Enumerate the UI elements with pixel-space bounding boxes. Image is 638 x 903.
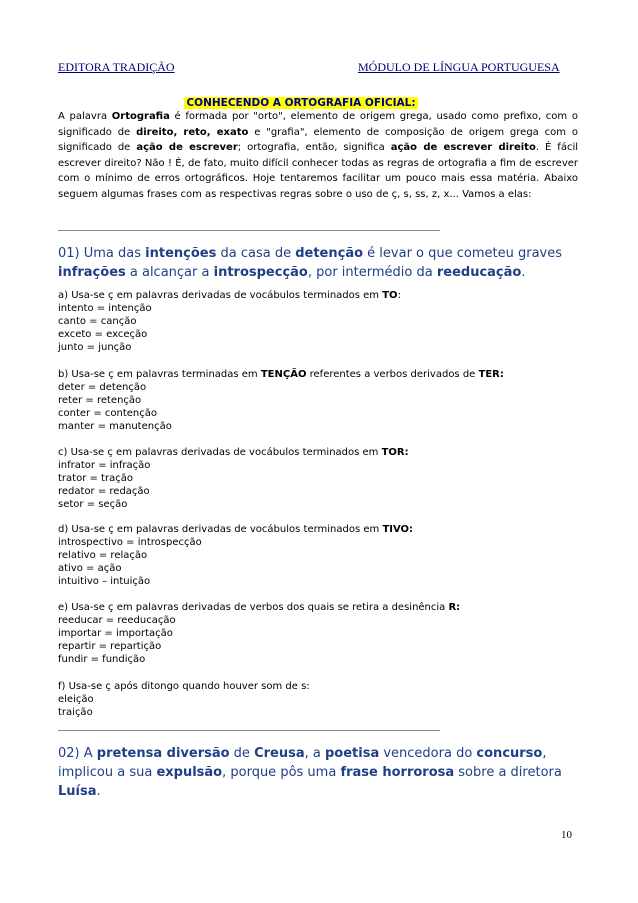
rule-heading — [58, 446, 578, 459]
text-run: é levar o que cometeu graves — [363, 246, 563, 261]
text-run: da casa de — [216, 246, 296, 261]
rule-a — [58, 289, 578, 354]
text-run: , por intermédio da — [307, 265, 437, 280]
bold-term: ação de escrever direito — [390, 142, 536, 153]
text-run: 01) Uma das — [58, 246, 146, 261]
bold-term: frase horrorosa — [340, 765, 455, 780]
text-run: sobre a diretora — [454, 765, 562, 780]
text-run: f) Usa-se ç após ditongo quando houver som de s: — [58, 681, 310, 692]
text-run: referentes a verbos derivados de — [306, 369, 479, 380]
text-run: vencedora do — [379, 746, 477, 761]
bold-term: TER: — [478, 369, 504, 380]
bold-term: concurso — [476, 746, 543, 761]
bold-term: TIVO: — [382, 524, 414, 535]
rule-d — [58, 523, 578, 588]
bold-term: TO — [382, 290, 398, 301]
example-line: canto = canção — [58, 316, 137, 327]
example-line: reeducar = reeducação — [58, 615, 176, 626]
text-run: d) Usa-se ç em palavras derivadas de vocábulos terminados em — [58, 524, 383, 535]
rule-e — [58, 601, 578, 666]
header-module: MÓDULO DE LÍNGUA PORTUGUESA — [358, 60, 560, 74]
bold-term: TENÇÃO — [260, 369, 307, 380]
header-publisher: EDITORA TRADIÇÃO — [58, 60, 175, 74]
text-run: , implicou a sua — [58, 746, 547, 780]
example-line: repartir = repartição — [58, 641, 162, 652]
text-run: . — [521, 265, 526, 280]
example-line: intento = intenção — [58, 303, 152, 314]
example-line: importar = importação — [58, 628, 173, 639]
bold-term: poetisa — [324, 746, 380, 761]
example-line: fundir = fundição — [58, 654, 146, 665]
example-line: traição — [58, 707, 93, 718]
bold-term: Ortografia — [111, 111, 170, 122]
rule-c — [58, 446, 578, 511]
bold-term: reeducação — [436, 265, 522, 280]
question-2 — [58, 744, 578, 801]
text-run: , a — [304, 746, 325, 761]
example-line: reter = retenção — [58, 395, 142, 406]
example-line: exceto = exceção — [58, 329, 148, 340]
title-wrapper — [0, 91, 638, 110]
question-1 — [58, 244, 578, 282]
bold-term: introspecção — [213, 265, 308, 280]
example-line: junto = junção — [58, 342, 132, 353]
bold-term: expulsão — [156, 765, 223, 780]
intro-paragraph — [58, 109, 578, 202]
rule-heading — [58, 523, 578, 536]
text-run: A palavra — [58, 111, 112, 122]
text-run: e) Usa-se ç em palavras derivadas de verbos dos quais se retira a desinência — [58, 602, 449, 613]
bold-term: R: — [448, 602, 461, 613]
example-line: deter = detenção — [58, 382, 147, 393]
text-run: b) Usa-se ç em palavras terminadas em — [58, 369, 261, 380]
rule-heading — [58, 289, 578, 302]
text-run: , porque pôs uma — [222, 765, 341, 780]
bold-term: infrações — [58, 265, 126, 280]
bold-term: TOR: — [381, 447, 409, 458]
example-line: infrator = infração — [58, 460, 151, 471]
example-line: trator = tração — [58, 473, 133, 484]
example-line: ativo = ação — [58, 563, 122, 574]
text-run: . É fácil escrever direito? Não ! É, de fato, muito difícil conhecer todas as regras de ortografia a fim de escrever com o mínimo de erros ortográficos. Hoje tentaremos facilitar um pouco mais essa matéria. Abaixo seguem algumas frases com as respectivas regras sobre o uso de ç, s, ss, z, x... Vamos a elas: — [58, 142, 578, 200]
text-run: é formada por "orto", elemento de origem grega, usado como prefixo, com o significado de — [58, 111, 578, 138]
rule-heading — [58, 368, 578, 381]
text-run: . — [96, 784, 101, 799]
example-line: eleição — [58, 694, 94, 705]
divider-1 — [58, 230, 440, 231]
bold-term: Luísa — [58, 784, 97, 799]
bold-term: direito, reto, exato — [136, 126, 249, 138]
rule-heading — [58, 680, 578, 693]
text-run: a) Usa-se ç em palavras derivadas de vocábulos terminados em — [58, 290, 383, 301]
rule-b — [58, 368, 578, 433]
text-run: de — [229, 746, 255, 761]
text-run: c) Usa-se ç em palavras derivadas de vocábulos terminados em — [58, 447, 382, 458]
example-line: relativo = relação — [58, 550, 148, 561]
example-line: intuitivo – intuição — [58, 576, 151, 587]
example-line: conter = contenção — [58, 408, 157, 419]
text-run: : — [397, 290, 401, 301]
rule-heading — [58, 601, 578, 614]
page-title: CONHECENDO A ORTOGRAFIA OFICIAL: — [186, 97, 416, 109]
page-number: 10 — [561, 829, 572, 841]
text-run: e "grafia", elemento de composição de origem grega com o significado de — [58, 126, 578, 153]
divider-2 — [58, 730, 440, 731]
text-run: a alcançar a — [125, 265, 214, 280]
text-run: 02) A — [58, 746, 97, 761]
example-line: redator = redação — [58, 486, 150, 497]
example-line: setor = seção — [58, 499, 128, 510]
example-line: manter = manutenção — [58, 421, 172, 432]
bold-term: Creusa — [254, 746, 305, 761]
bold-term: ação de escrever — [136, 142, 238, 153]
bold-term: detenção — [295, 246, 364, 261]
text-run: ; ortografia, então, significa — [237, 142, 391, 153]
rule-f — [58, 680, 578, 719]
example-line: introspectivo = introspecção — [58, 537, 202, 548]
bold-term: pretensa diversão — [96, 746, 230, 761]
bold-term: intenções — [145, 246, 217, 261]
